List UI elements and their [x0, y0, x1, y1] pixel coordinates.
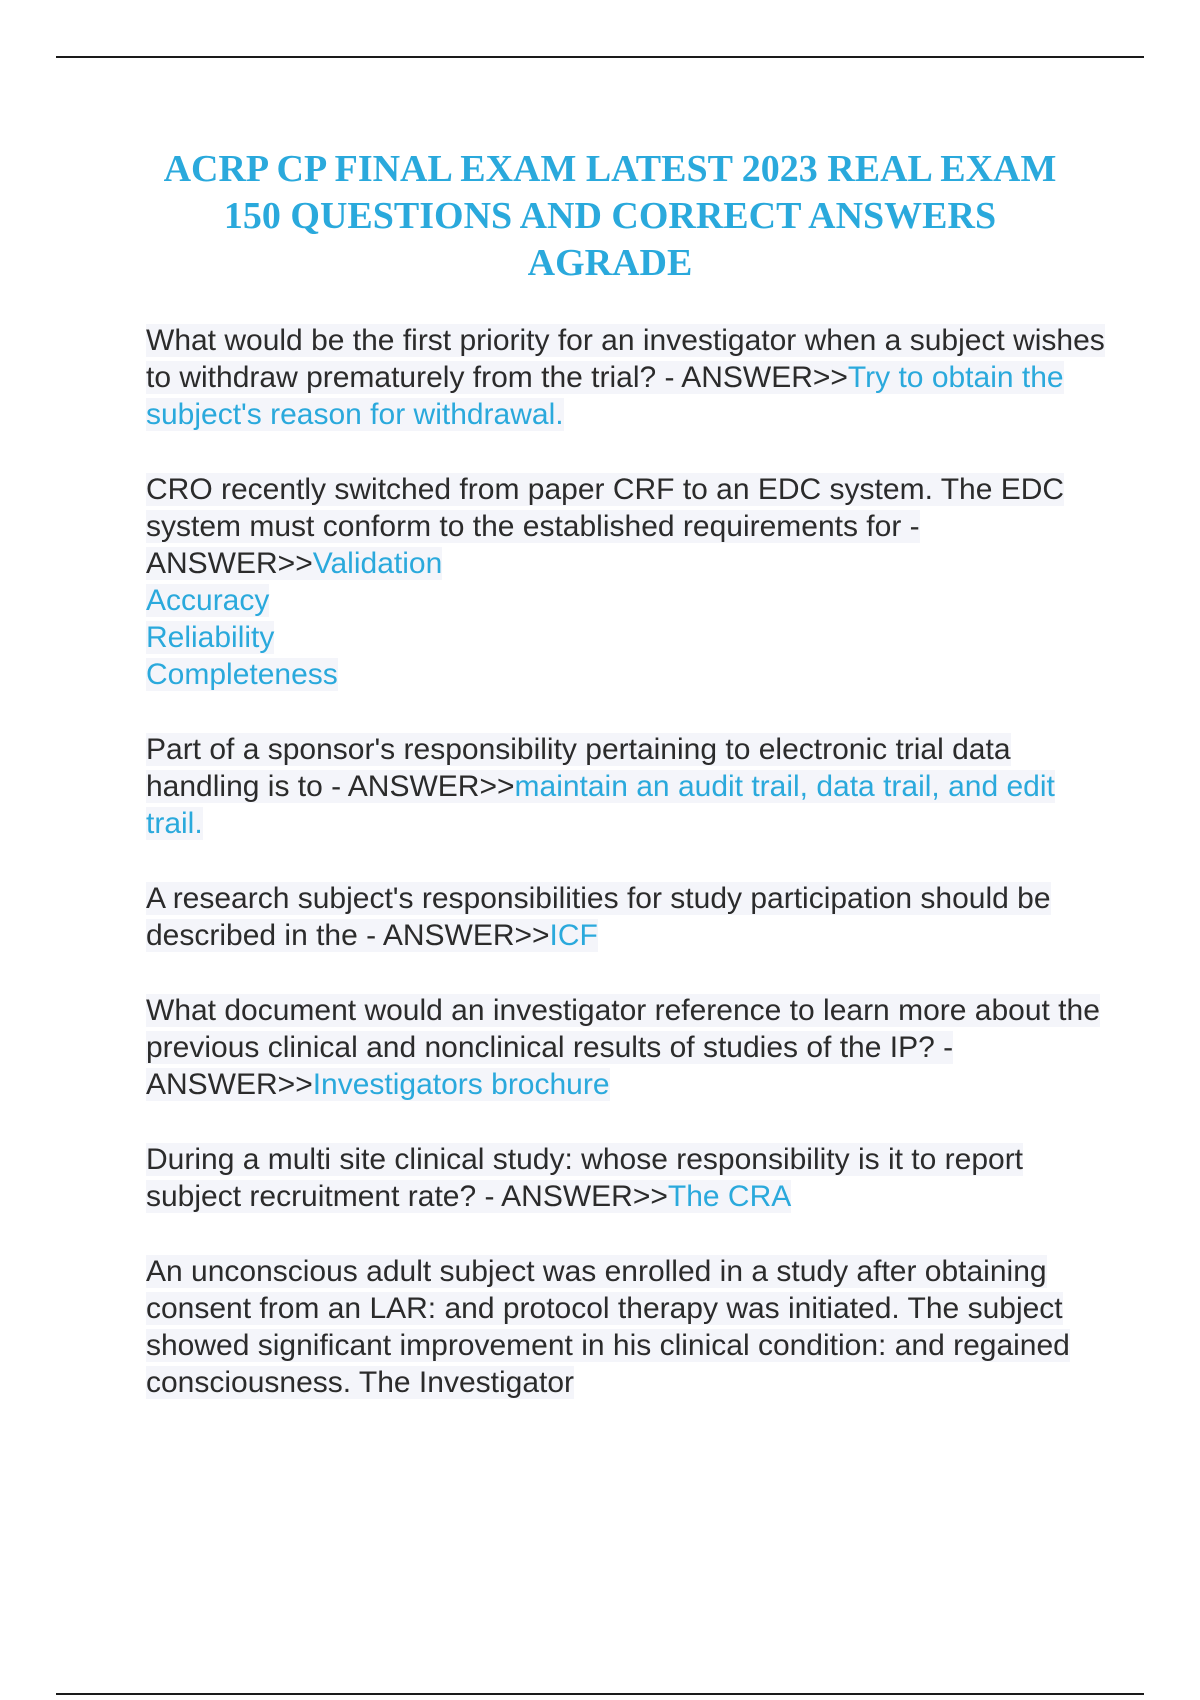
qa-item	[146, 471, 1106, 693]
answer-text: maintain an audit trail, data trail, and edit trail.	[146, 770, 1055, 840]
question-text: What document would an investigator reference to learn more about the previous clinical and nonclinical results of studies of the IP?	[146, 994, 1100, 1064]
document-title: ACRP CP FINAL EXAM LATEST 2023 REAL EXAM 150 QUESTIONS AND CORRECT ANSWERS AGRADE	[163, 148, 1057, 284]
answer-text: ICF	[549, 919, 598, 952]
answer-text: Investigators brochure	[312, 1068, 610, 1101]
answer-marker: - ANSWER>>	[656, 361, 848, 394]
answer-marker: - ANSWER>>	[357, 919, 550, 952]
question-text: CRO recently switched from paper CRF to an EDC system. The EDC system must conform to the established requirements for	[146, 473, 1065, 543]
answer-text: Validation	[312, 547, 443, 580]
question-text: An unconscious adult subject was enrolled in a study after obtaining consent from an LAR: and protocol therapy was initiated. The subject showed significant improvement in his clinical condition: and regained consciousness. The Investigator	[146, 1255, 1070, 1399]
answer-marker: - ANSWER>>	[322, 770, 515, 803]
question-text: Part of a sponsor's responsibility pertaining to electronic trial data handling is to	[146, 733, 1011, 803]
qa-item	[146, 992, 1106, 1103]
question-text: What would be the first priority for an investigator when a subject wishes to withdraw prematurely from the trial?	[146, 324, 1105, 394]
answer-text: Try to obtain the subject's reason for withdrawal.	[146, 361, 1064, 431]
question-text: A research subject's responsibilities for study participation should be described in the	[146, 882, 1051, 952]
answer-line: Completeness	[146, 658, 338, 691]
answer-text: The CRA	[667, 1180, 792, 1213]
answer-marker: - ANSWER>>	[476, 1180, 668, 1213]
answer-marker: - ANSWER>>	[146, 1031, 954, 1101]
header-rule	[56, 56, 1144, 58]
answer-line: Reliability	[146, 621, 275, 654]
qa-list	[146, 322, 1106, 1439]
answer-line: Accuracy	[146, 584, 270, 617]
footer-rule	[56, 1693, 1144, 1695]
answer-marker: - ANSWER>>	[146, 510, 920, 580]
qa-item	[146, 880, 1106, 954]
qa-item	[146, 1141, 1106, 1215]
qa-item	[146, 1253, 1106, 1401]
qa-item	[146, 731, 1106, 842]
qa-item	[146, 322, 1106, 433]
question-text: During a multi site clinical study: whose responsibility is it to report subject recruitment rate?	[146, 1143, 1024, 1213]
